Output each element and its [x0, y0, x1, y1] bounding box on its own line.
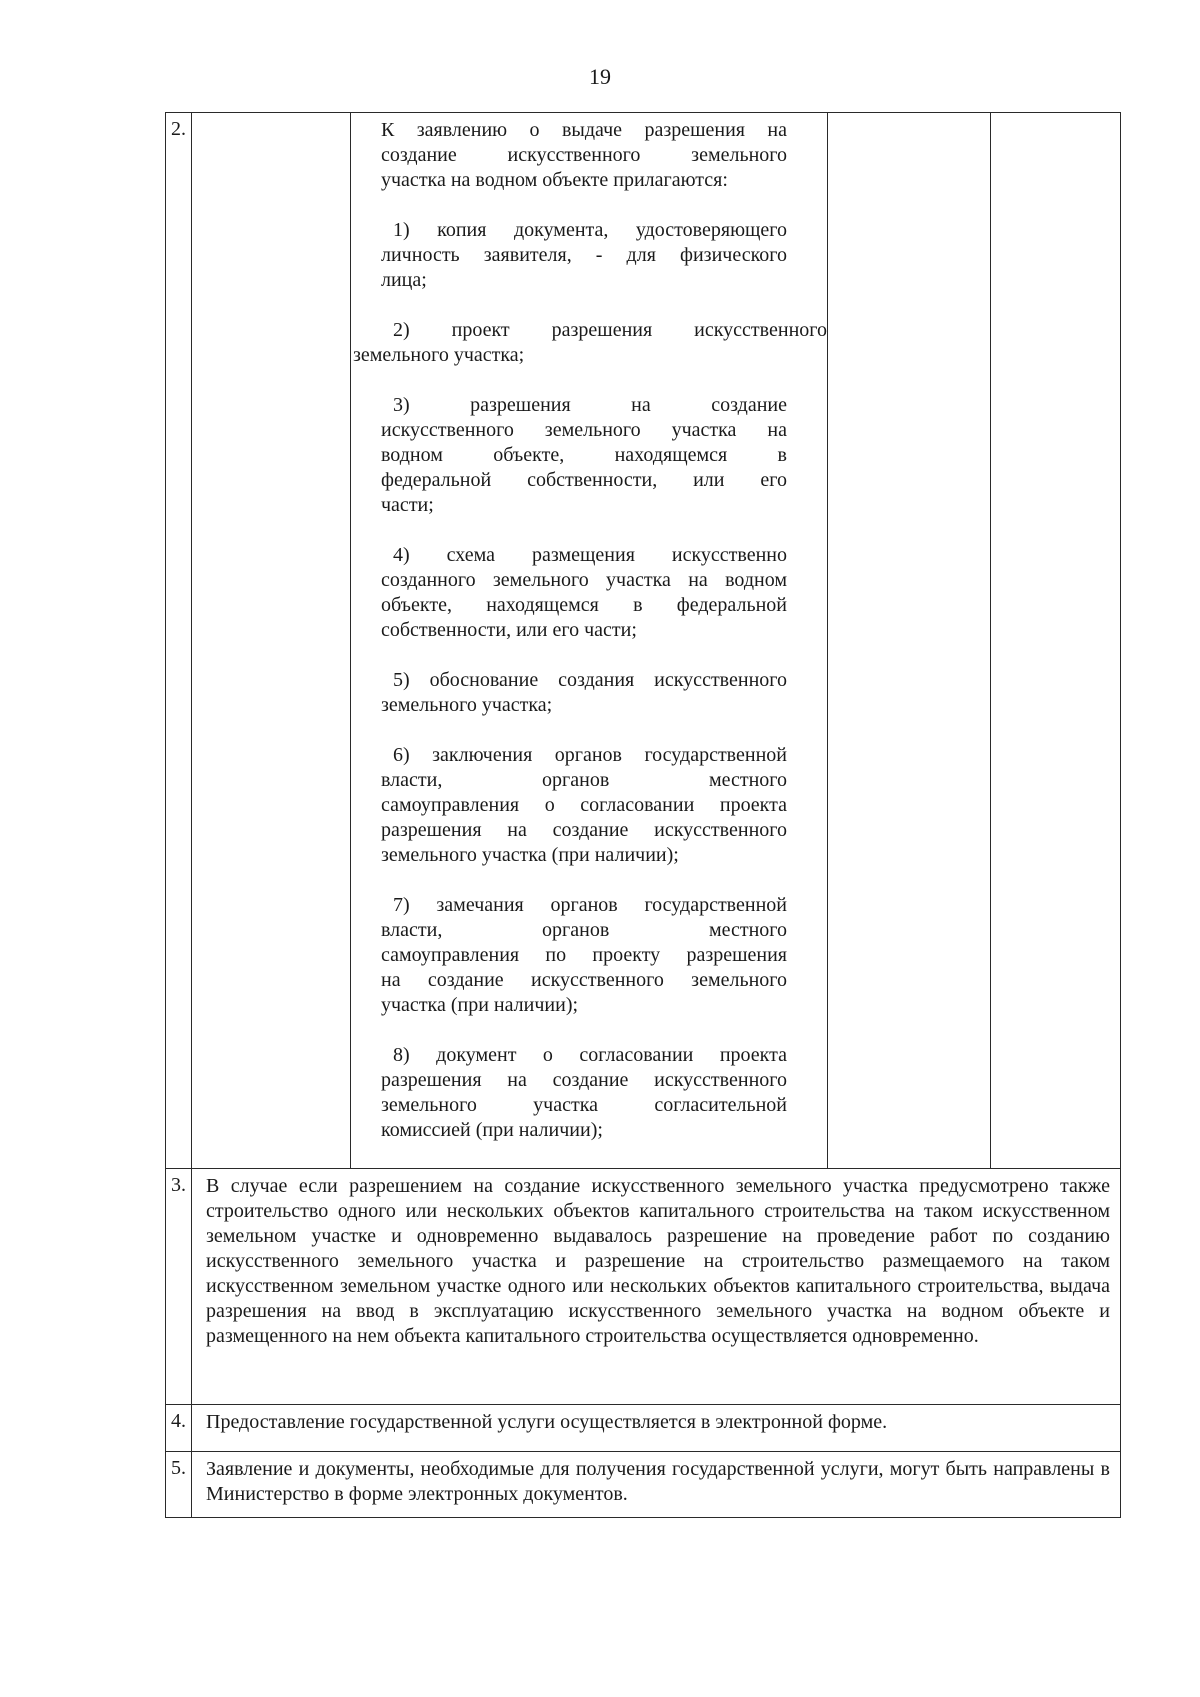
documents-list-cell: [351, 113, 828, 1169]
row-number: 4.: [166, 1405, 192, 1452]
row-number: 5.: [166, 1452, 192, 1518]
document-item-6: [381, 743, 787, 868]
text-line: водном объекте, находящемся в: [381, 444, 787, 466]
row-text: В случае если разрешением на создание искусственного земельного участка предусмотрено также строительство одного или нескольких объектов капитального строительства на таком искусственном земельном участке и одновременно выдавалось разрешение на проведение работ по созданию искусственного земельного участка и разрешение на строительство размещаемого на таком искусственном земельном участке одного или нескольких объектов капитального строительства, выдача разрешения на ввод в эксплуатацию искусственного земельного участка на водном объекте и размещенного на нем объекта капитального строительства осуществляется одновременно.: [206, 1175, 1110, 1347]
text-line: 5) обоснование создания искусственного: [393, 669, 787, 691]
row-text: Заявление и документы, необходимые для получения государственной услуги, могут быть направлены в Министерство в форме электронных документов.: [206, 1458, 1110, 1505]
row-number: 3.: [166, 1169, 192, 1405]
row-text-cell: [192, 1405, 1121, 1452]
document-item-3: [381, 393, 787, 518]
document-item-8: [381, 1043, 787, 1143]
table-row: [166, 1169, 1121, 1405]
text-line: объекте, находящемся в федеральной: [381, 594, 787, 616]
row-text-cell: [192, 1452, 1121, 1518]
requirements-table: [165, 112, 1121, 1518]
text-line: разрешения на создание искусственного: [381, 819, 787, 841]
text-line: собственности, или его части;: [381, 619, 637, 641]
text-line: самоуправления по проекту разрешения: [381, 944, 787, 966]
document-item-4: [381, 543, 787, 643]
text-line: земельного участка (при наличии);: [381, 844, 679, 866]
document-item-1: [381, 218, 787, 293]
text-line: власти, органов местного: [381, 769, 787, 791]
text-line: федеральной собственности, или его: [381, 469, 787, 491]
text-line: 7) замечания органов государственной: [393, 894, 787, 916]
row-number: 2.: [166, 113, 192, 1169]
empty-cell: [991, 113, 1121, 1169]
text-line: созданного земельного участка на водном: [381, 569, 787, 591]
text-line: лица;: [381, 269, 427, 291]
text-line: земельного участка согласительной: [381, 1094, 787, 1116]
page-number: 19: [589, 64, 611, 89]
text-line: 8) документ о согласовании проекта: [393, 1044, 787, 1066]
text-line: комиссией (при наличии);: [381, 1119, 603, 1141]
empty-cell: [192, 113, 351, 1169]
text-line: самоуправления о согласовании проекта: [381, 794, 787, 816]
text-line: 3) разрешения на создание: [393, 394, 787, 416]
text-line: на создание искусственного земельного: [381, 969, 787, 991]
document-item-7: [381, 893, 787, 1018]
text-line: земельного участка;: [381, 694, 553, 716]
text-line: искусственного земельного участка на: [381, 419, 787, 441]
text-line: разрешения на создание искусственного: [381, 1069, 787, 1091]
text-line: власти, органов местного: [381, 919, 787, 941]
text-line: 2) проект разрешения искусственного: [393, 319, 827, 341]
empty-cell: [828, 113, 991, 1169]
table-row: [166, 1405, 1121, 1452]
table-row: [166, 1452, 1121, 1518]
text-line: участка (при наличии);: [381, 994, 579, 1016]
text-line: создание искусственного земельного: [381, 144, 787, 166]
text-line: земельного участка;: [353, 344, 525, 366]
document-item-2: [353, 318, 827, 368]
document-item-5: [381, 668, 787, 718]
row-text: Предоставление государственной услуги осуществляется в электронной форме.: [206, 1411, 888, 1433]
text-line: личность заявителя, - для физического: [381, 244, 787, 266]
table-row: [166, 113, 1121, 1169]
text-line: К заявлению о выдаче разрешения на: [381, 119, 787, 141]
text-line: 6) заключения органов государственной: [393, 744, 787, 766]
text-line: 1) копия документа, удостоверяющего: [393, 219, 787, 241]
row-text-cell: [192, 1169, 1121, 1405]
text-line: части;: [381, 494, 434, 516]
documents-intro: [381, 118, 787, 193]
text-line: 4) схема размещения искусственно: [393, 544, 787, 566]
text-line: участка на водном объекте прилагаются:: [381, 169, 728, 191]
